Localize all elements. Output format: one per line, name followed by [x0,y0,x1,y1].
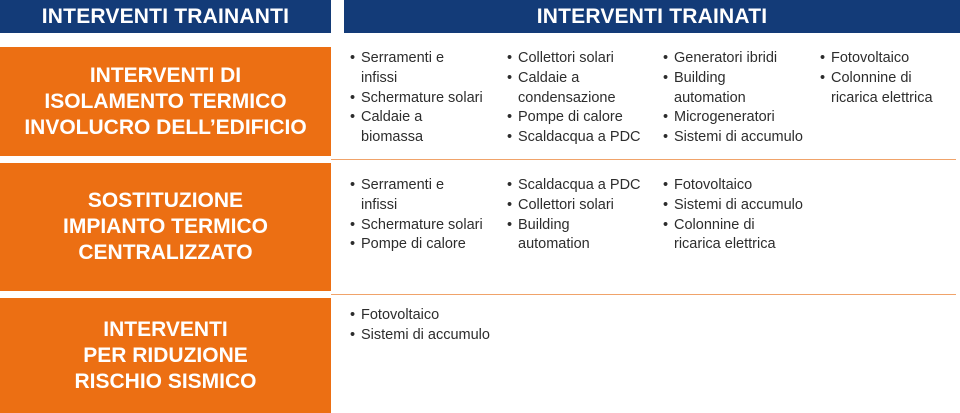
list-item: • Collettori solari [507,49,641,69]
list-item: • Collettori solari [507,196,641,216]
list-item: • Microgeneratori [663,108,803,128]
header-interventi-trainanti: INTERVENTI TRAINANTI [0,0,331,33]
bullet-list [350,49,483,148]
list-item: • Serramenti e infissi [350,49,483,89]
list-item: • Caldaie a condensazione [507,69,641,109]
list-item: • Generatori ibridi [663,49,803,69]
bullet-list [507,176,641,255]
row-divider [331,159,956,160]
list-item: • Pompe di calore [507,108,641,128]
list-item: • Building automation [507,216,641,256]
list-item: • Caldaie a biomassa [350,108,483,148]
row-divider [331,294,956,295]
bullet-list [663,49,803,148]
list-item: • Fotovoltaico [350,306,490,326]
category-sostituzione-impianto: SOSTITUZIONE IMPIANTO TERMICO CENTRALIZZATO [0,163,331,291]
list-item: • Sistemi di accumulo [663,196,803,216]
list-item: • Colonnine di ricarica elettrica [820,69,933,109]
bullet-list [350,176,483,255]
list-item: • Schermature solari [350,89,483,109]
bullet-list [350,306,490,346]
category-rischio-sismico: INTERVENTI PER RIDUZIONE RISCHIO SISMICO [0,298,331,413]
bullet-list [507,49,641,148]
list-item: • Fotovoltaico [663,176,803,196]
list-item: • Serramenti e infissi [350,176,483,216]
category-isolamento-termico: INTERVENTI DI ISOLAMENTO TERMICO INVOLUCRO DELL’EDIFICIO [0,47,331,156]
list-item: • Colonnine di ricarica elettrica [663,216,803,256]
bullet-list [663,176,803,255]
list-item: • Fotovoltaico [820,49,933,69]
list-item: • Sistemi di accumulo [350,326,490,346]
header-interventi-trainati: INTERVENTI TRAINATI [344,0,960,33]
list-item: • Sistemi di accumulo [663,128,803,148]
list-item: • Schermature solari [350,216,483,236]
list-item: • Scaldacqua a PDC [507,128,641,148]
list-item: • Pompe di calore [350,235,483,255]
list-item: • Building automation [663,69,803,109]
bullet-list [820,49,933,108]
list-item: • Scaldacqua a PDC [507,176,641,196]
